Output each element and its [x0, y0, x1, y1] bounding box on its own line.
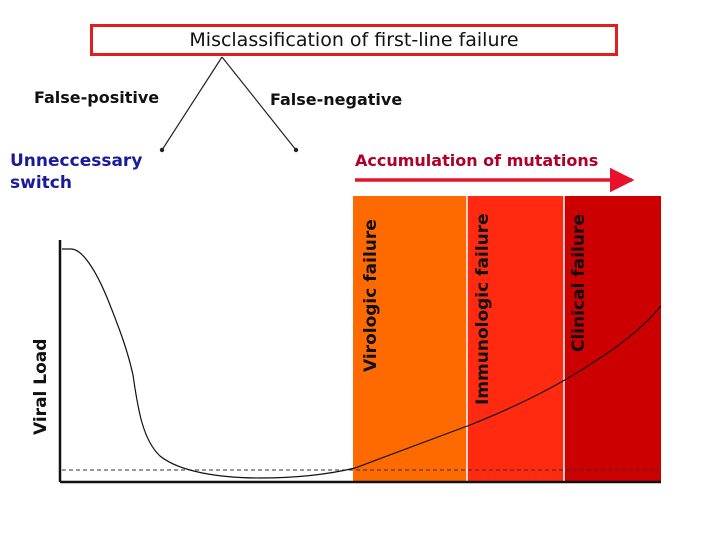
- branch-line-right: [222, 57, 296, 150]
- zone-label-clinical: Clinical failure: [569, 214, 589, 352]
- zone-label-virologic: Virologic failure: [361, 219, 381, 372]
- unnecessary-switch-label: Unneccessary switch: [10, 151, 143, 193]
- accumulation-label: Accumulation of mutations: [355, 151, 599, 170]
- zone-label-immunologic: Immunologic failure: [473, 213, 493, 405]
- branch-line-left: [162, 57, 222, 150]
- y-axis-label: Viral Load: [31, 338, 51, 435]
- branch-lines: [160, 57, 298, 152]
- branch-dot-right: [294, 148, 298, 152]
- false-positive-label: False-positive: [34, 88, 160, 107]
- branch-dot-left: [160, 148, 164, 152]
- title: Misclassification of first-line failure: [189, 29, 519, 51]
- false-negative-label: False-negative: [270, 90, 403, 109]
